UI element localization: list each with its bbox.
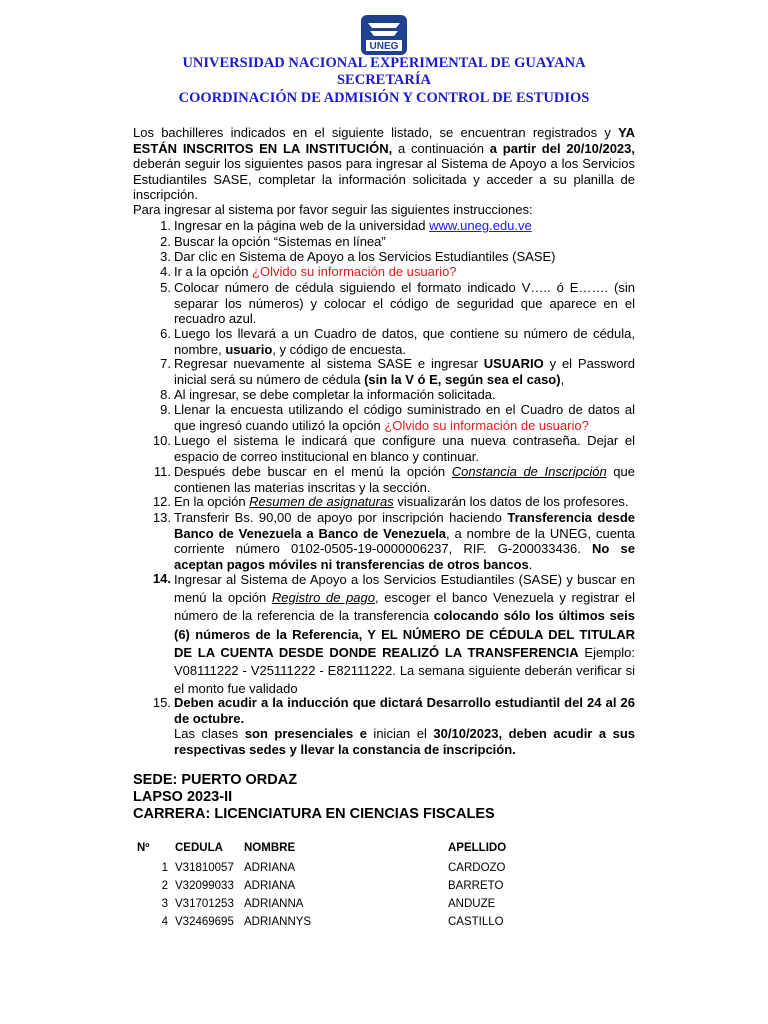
step-10: Luego el sistema le indicará que configure una nueva contraseña. Dejar el espacio de correo institucional en blanco y continuar. [174, 433, 635, 464]
instructions-lead: Para ingresar al sistema por favor seguir las siguientes instrucciones: [133, 202, 533, 217]
step-13: Transferir Bs. 90,00 de apoyo por inscripción haciendo Transferencia desde Banco de Venezuela a Banco de Venezuela, a nombre de la UNEG, cuenta corriente número 0102-0505-19-0000006237, RIF. G-200033436. No se aceptan pagos móviles ni transferencias de otros bancos. [174, 510, 635, 572]
step-number: 1. [160, 218, 171, 233]
col-header-apellido: APELLIDO [448, 842, 507, 854]
step-5: Colocar número de cédula siguiendo el formato indicado V….. ó E……. (sin separar los números) y colocar el código de seguridad que aparece en el recuadro azul. [174, 280, 635, 327]
col-header-n: Nº [137, 842, 150, 854]
step-number: 12. [152, 494, 171, 509]
step-4: Ir a la opción ¿Olvido su información de usuario? [174, 264, 457, 279]
step-number: 9. [160, 402, 171, 417]
step-15: Deben acudir a la inducción que dictará Desarrollo estudiantil del 24 al 26 de octubre. [174, 695, 635, 726]
step-number: 15. [152, 695, 171, 710]
step-number: 14. [152, 571, 171, 586]
university-name: UNIVERSIDAD NACIONAL EXPERIMENTAL DE GUAYANA [182, 55, 586, 71]
step-15-classes: Las clases son presenciales e inician el 30/10/2023, deben acudir a sus respectivas sedes y llevar la constancia de inscripción. [174, 726, 635, 757]
step-number: 2. [160, 234, 171, 249]
step-3: Dar clic en Sistema de Apoyo a los Servicios Estudiantiles (SASE) [174, 249, 556, 264]
step-number: 7. [160, 356, 171, 371]
step-number: 3. [160, 249, 171, 264]
svg-text:UNEG: UNEG [369, 41, 399, 52]
col-header-nombre: NOMBRE [244, 842, 296, 854]
step-number: 10. [152, 433, 171, 448]
intro-paragraph: Los bachilleres indicados en el siguiente listado, se encuentran registrados y YA ESTÁN INSCRITOS EN LA INSTITUCIÓN, a continuación a partir del 20/10/2023, deberán seguir los siguientes pasos para ingresar al Sistema de Apoyo a los Servicios Estudiantiles SASE, completar la información solicitada y acceder a su planilla de inscripción. [133, 125, 635, 203]
step-2: Buscar la opción “Sistemas en línea” [174, 234, 386, 249]
step-number: 6. [160, 326, 171, 341]
step-9: Llenar la encuesta utilizando el código suministrado en el Cuadro de datos al que ingresó cuando utilizó la opción ¿Olvido su información de usuario? [174, 402, 635, 433]
coordination-name: COORDINACIÓN DE ADMISIÓN Y CONTROL DE ESTUDIOS [178, 90, 590, 106]
col-header-cedula: CEDULA [175, 842, 223, 854]
step-8: Al ingresar, se debe completar la información solicitada. [174, 387, 496, 402]
step-6: Luego los llevará a un Cuadro de datos, que contiene su número de cédula, nombre, usuario, y código de encuesta. [174, 326, 635, 357]
uneg-website-link[interactable]: www.uneg.edu.ve [429, 218, 532, 233]
step-7: Regresar nuevamente al sistema SASE e ingresar USUARIO y el Password inicial será su número de cédula (sin la V ó E, según sea el caso), [174, 356, 635, 387]
lapso-title: LAPSO 2023-II [133, 789, 233, 805]
step-11: Después debe buscar en el menú la opción Constancia de Inscripción que contienen las materias inscritas y la sección. [174, 464, 635, 495]
step-12: En la opción Resumen de asignaturas visualizarán los datos de los profesores. [174, 494, 629, 509]
step-1: Ingresar en la página web de la universidad www.uneg.edu.ve [174, 218, 532, 233]
department-name: SECRETARÍA [336, 72, 431, 88]
uneg-logo [360, 14, 408, 56]
step-number: 11. [153, 464, 171, 479]
carrera-title: CARRERA: LICENCIATURA EN CIENCIAS FISCALES [133, 806, 495, 822]
step-number: 13. [152, 510, 171, 525]
step-number: 5. [160, 280, 171, 295]
step-number: 8. [160, 387, 171, 402]
sede-title: SEDE: PUERTO ORDAZ [133, 772, 298, 788]
step-number: 4. [160, 264, 171, 279]
step-14: Ingresar al Sistema de Apoyo a los Servicios Estudiantiles (SASE) y buscar en menú la opción Registro de pago, escoger el banco Venezuela y registrar el número de la referencia de la transferencia colocando sólo los últimos seis (6) números de la Referencia, Y EL NÚMERO DE CÉDULA DEL TITULAR DE LA CUENTA DESDE DONDE REALIZÓ LA TRANSFERENCIA Ejemplo: V08111222 - V25111222 - E82111222. La semana siguiente deberán verificar si el monto fue validado [174, 572, 636, 697]
